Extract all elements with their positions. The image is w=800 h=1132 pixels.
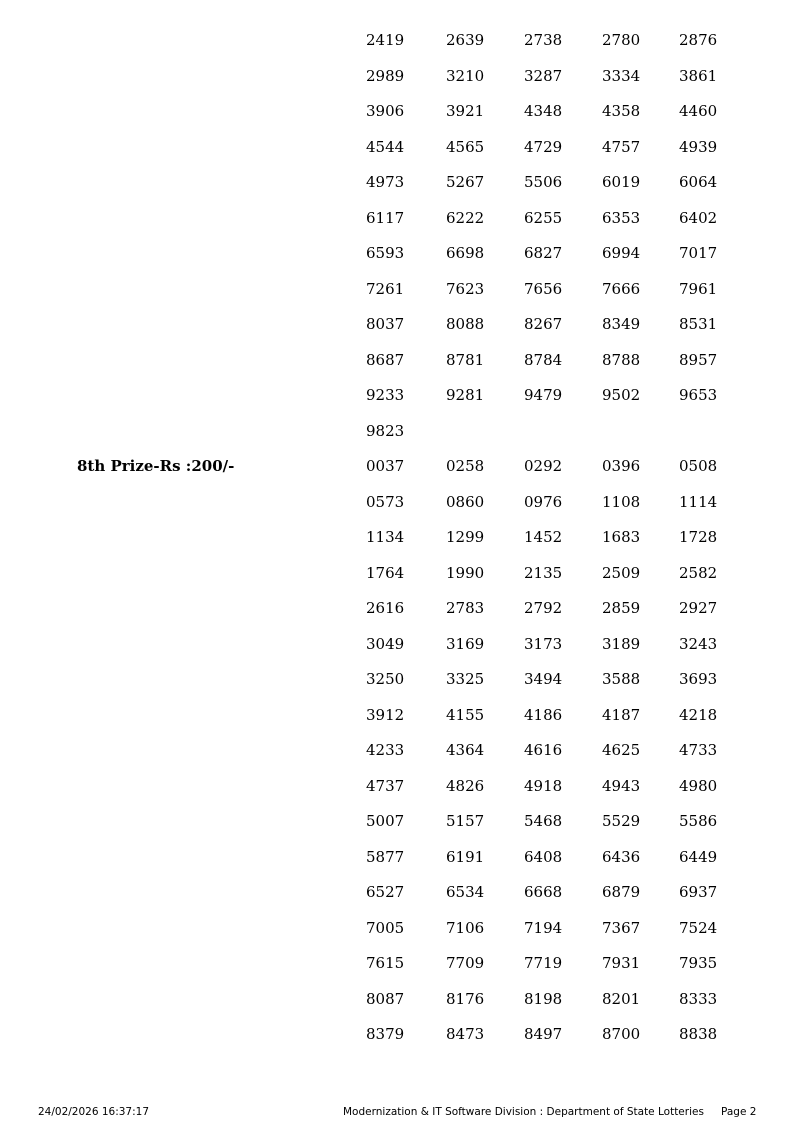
ticket-number: 2419	[366, 31, 405, 49]
ticket-number: 2509	[602, 563, 641, 582]
ticket-number: 2927	[679, 599, 718, 617]
ticket-number: 7524	[679, 918, 718, 937]
footer-page-number: Page 2	[721, 1106, 757, 1118]
ticket-number: 4218	[679, 705, 718, 724]
ticket-number: 6064	[679, 173, 718, 191]
ticket-number: 7194	[524, 918, 563, 937]
ticket-number: 0037	[366, 457, 405, 475]
ticket-number: 9479	[524, 386, 563, 404]
ticket-number: 9281	[446, 386, 485, 404]
footer-timestamp: 24/02/2026 16:37:17	[38, 1106, 150, 1118]
ticket-number: 3173	[524, 634, 563, 653]
ticket-number: 3494	[524, 670, 563, 688]
ticket-number: 0258	[446, 457, 485, 475]
ticket-number: 3906	[366, 102, 405, 120]
ticket-number: 6408	[524, 847, 563, 866]
ticket-number: 8333	[679, 989, 718, 1008]
ticket-number: 8201	[602, 989, 641, 1008]
ticket-number: 8838	[679, 1025, 718, 1043]
ticket-number: 8088	[446, 315, 485, 333]
ticket-number: 3912	[366, 705, 405, 724]
ticket-number: 7709	[446, 954, 485, 972]
ticket-number: 5468	[524, 812, 563, 830]
ticket-number: 4544	[366, 137, 405, 156]
ticket-number: 4364	[446, 741, 485, 759]
ticket-number: 6827	[524, 244, 563, 262]
ticket-number: 4233	[366, 741, 405, 759]
ticket-number: 6117	[366, 208, 405, 227]
ticket-number: 4348	[524, 102, 563, 120]
ticket-number: 7656	[524, 279, 563, 298]
ticket-number: 8788	[602, 350, 641, 369]
ticket-number: 8198	[524, 989, 563, 1008]
ticket-number: 6593	[366, 244, 405, 262]
ticket-number: 8781	[446, 350, 485, 369]
ticket-number: 1728	[679, 528, 718, 546]
ticket-number: 6698	[446, 244, 485, 262]
ticket-number: 2783	[446, 599, 485, 617]
ticket-number: 1990	[446, 563, 485, 582]
ticket-number: 8087	[366, 989, 405, 1008]
ticket-number: 9653	[679, 386, 718, 404]
ticket-number: 5529	[602, 812, 641, 830]
ticket-number: 7005	[366, 918, 405, 937]
ticket-number: 6534	[446, 883, 485, 901]
ticket-number: 2616	[366, 599, 405, 617]
ticket-number: 8784	[524, 350, 563, 369]
ticket-number: 8379	[366, 1025, 405, 1043]
ticket-number: 3325	[446, 670, 485, 688]
ticket-number: 0508	[679, 457, 718, 475]
ticket-number: 6994	[602, 244, 641, 262]
ticket-number: 1683	[602, 528, 641, 546]
ticket-number: 5007	[366, 812, 405, 830]
ticket-number: 3588	[602, 670, 641, 688]
ticket-number: 7367	[602, 918, 641, 937]
ticket-number: 2859	[602, 599, 641, 617]
ticket-number: 4565	[446, 137, 485, 156]
ticket-number: 3243	[679, 634, 718, 653]
ticket-number: 6353	[602, 208, 641, 227]
ticket-number: 7719	[524, 954, 563, 972]
ticket-number: 2738	[524, 31, 563, 49]
ticket-number: 6668	[524, 883, 563, 901]
ticket-number: 4918	[524, 776, 563, 795]
ticket-number: 4980	[679, 776, 718, 795]
ticket-number: 2639	[446, 31, 485, 49]
ticket-number: 5506	[524, 173, 563, 191]
ticket-number: 8267	[524, 315, 563, 333]
ticket-number: 2876	[679, 31, 718, 49]
ticket-number: 3921	[446, 102, 485, 120]
ticket-number: 8176	[446, 989, 485, 1008]
ticket-number: 7017	[679, 244, 718, 262]
footer-division: Modernization & IT Software Division : Department of State Lotteries	[343, 1106, 704, 1118]
ticket-number: 2989	[366, 66, 405, 85]
ticket-number: 1764	[366, 563, 405, 582]
ticket-number: 3210	[446, 66, 485, 85]
ticket-number: 7961	[679, 279, 718, 298]
ticket-number: 0976	[524, 492, 563, 511]
prize-label: 8th Prize-Rs :200/-	[77, 457, 235, 475]
ticket-number: 5586	[679, 812, 718, 830]
ticket-number: 3049	[366, 634, 405, 653]
ticket-number: 6222	[446, 208, 485, 227]
ticket-number: 8349	[602, 315, 641, 333]
ticket-number: 6436	[602, 847, 641, 866]
ticket-number: 3693	[679, 670, 718, 688]
ticket-number: 4939	[679, 137, 718, 156]
ticket-number: 8957	[679, 350, 718, 369]
ticket-number: 4973	[366, 173, 405, 191]
ticket-number: 3861	[679, 66, 718, 85]
ticket-number: 2792	[524, 599, 563, 617]
ticket-number: 1452	[524, 528, 563, 546]
ticket-number: 8497	[524, 1025, 563, 1043]
ticket-number: 0573	[366, 492, 405, 511]
ticket-number: 4733	[679, 741, 718, 759]
ticket-number: 7615	[366, 954, 405, 972]
ticket-number: 8687	[366, 350, 405, 369]
ticket-number: 3189	[602, 634, 641, 653]
ticket-number: 4187	[602, 705, 641, 724]
ticket-number: 0292	[524, 457, 563, 475]
ticket-number: 6449	[679, 847, 718, 866]
ticket-number: 6255	[524, 208, 563, 227]
ticket-number: 1108	[602, 492, 641, 511]
ticket-number: 7935	[679, 954, 718, 972]
ticket-number: 2582	[679, 563, 718, 582]
ticket-number: 6191	[446, 847, 485, 866]
ticket-number: 8531	[679, 315, 718, 333]
ticket-number: 4625	[602, 741, 641, 759]
ticket-number: 7666	[602, 279, 641, 298]
ticket-number: 7931	[602, 954, 641, 972]
ticket-number: 6019	[602, 173, 641, 191]
ticket-number: 8700	[602, 1025, 641, 1043]
ticket-number: 7261	[366, 279, 405, 298]
ticket-number: 4358	[602, 102, 641, 120]
ticket-number: 1299	[446, 528, 485, 546]
ticket-number: 5267	[446, 173, 485, 191]
ticket-number: 4155	[446, 705, 485, 724]
ticket-number: 6402	[679, 208, 718, 227]
ticket-number: 3334	[602, 66, 641, 85]
ticket-number: 6879	[602, 883, 641, 901]
ticket-number: 2780	[602, 31, 641, 49]
ticket-number: 4737	[366, 776, 405, 795]
ticket-number: 3169	[446, 634, 485, 653]
ticket-number: 9823	[366, 421, 405, 440]
ticket-number: 5157	[446, 812, 485, 830]
ticket-number: 4757	[602, 137, 641, 156]
ticket-number: 2135	[524, 563, 563, 582]
ticket-number: 4186	[524, 705, 563, 724]
ticket-number: 1114	[679, 492, 718, 511]
ticket-number: 3250	[366, 670, 405, 688]
ticket-number: 0396	[602, 457, 641, 475]
ticket-number: 4943	[602, 776, 641, 795]
ticket-number: 6937	[679, 883, 718, 901]
ticket-number: 4616	[524, 741, 563, 759]
ticket-number: 8037	[366, 315, 405, 333]
ticket-number: 0860	[446, 492, 485, 511]
ticket-number: 9233	[366, 386, 405, 404]
ticket-number: 6527	[366, 883, 405, 901]
ticket-number: 9502	[602, 386, 641, 404]
ticket-number: 1134	[366, 528, 405, 546]
ticket-number: 5877	[366, 847, 405, 866]
ticket-number: 4826	[446, 776, 485, 795]
ticket-number: 3287	[524, 66, 563, 85]
ticket-number: 7623	[446, 279, 485, 298]
ticket-number: 4729	[524, 137, 563, 156]
ticket-number: 4460	[679, 102, 718, 120]
ticket-number: 8473	[446, 1025, 485, 1043]
ticket-number: 7106	[446, 918, 485, 937]
